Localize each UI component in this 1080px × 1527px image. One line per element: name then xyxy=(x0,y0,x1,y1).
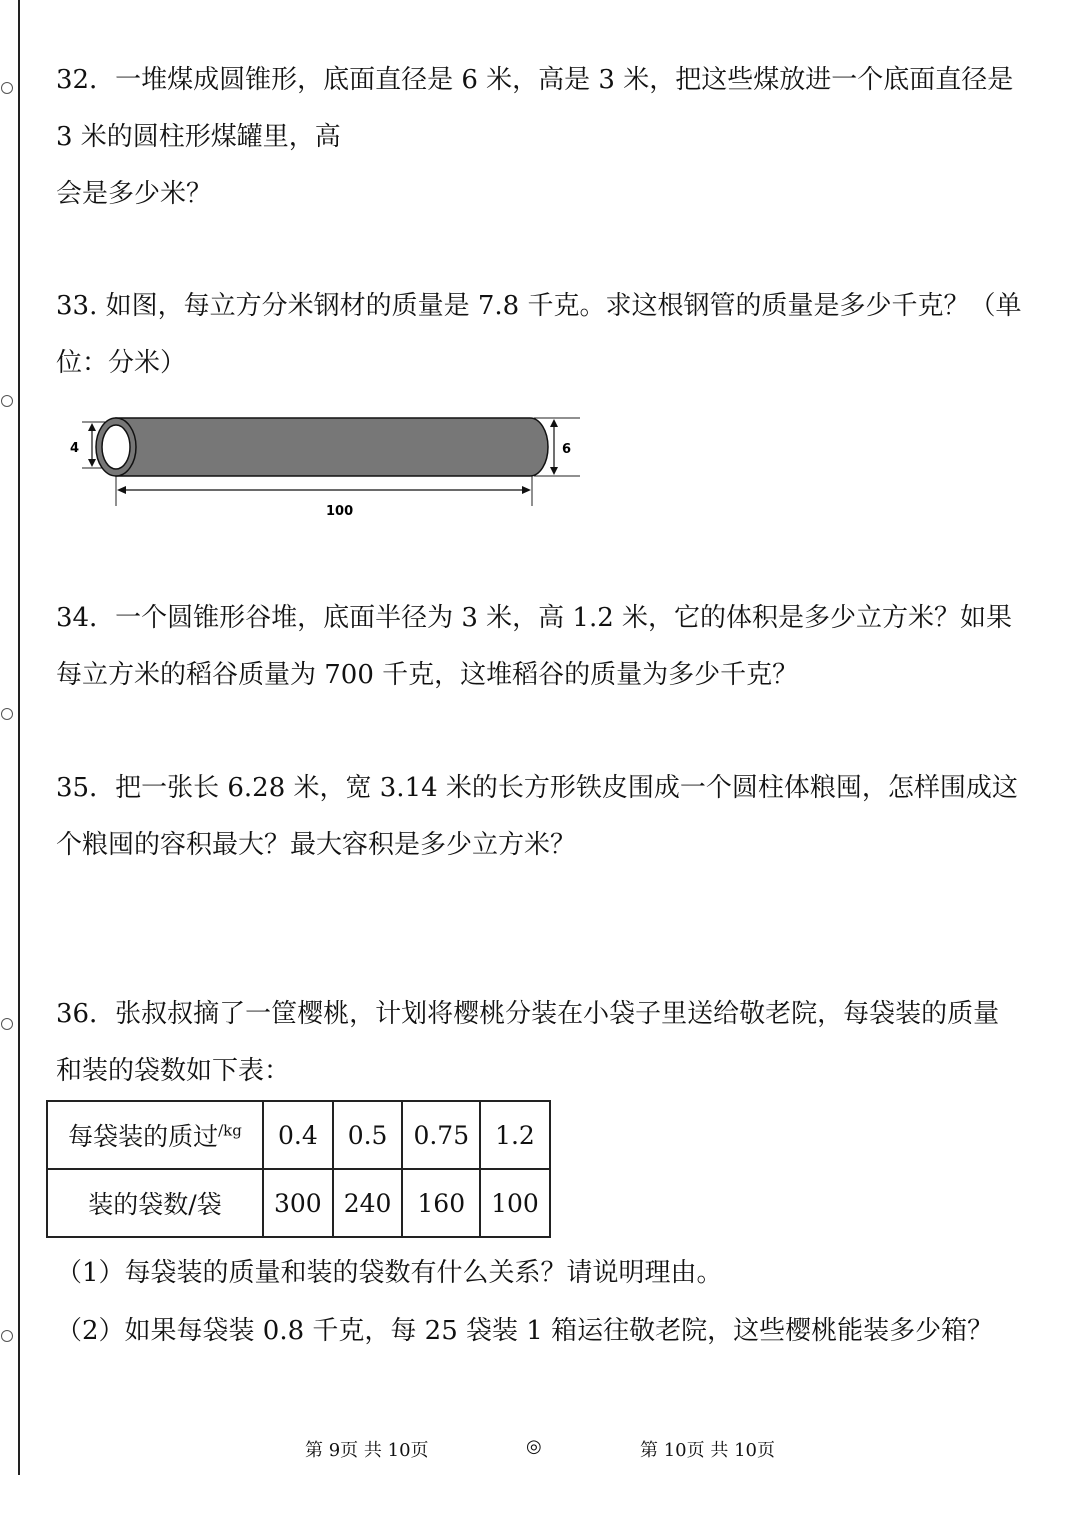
pipe-end-inner xyxy=(102,425,130,469)
question-36-line1: 36．张叔叔摘了一筐樱桃，计划将樱桃分装在小袋子里送给敬老院，每袋装的质量 xyxy=(56,999,1000,1029)
question-32-line2: 3 米的圆柱形煤罐里，高 xyxy=(56,122,341,152)
table-row xyxy=(47,1101,550,1169)
binding-marks xyxy=(0,0,18,1475)
table-cell: 100 xyxy=(480,1169,550,1237)
question-33-line1: 33. 如图，每立方分米钢材的质量是 7.8 千克。求这根钢管的质量是多少千克？（单 xyxy=(56,291,1022,321)
question-35-line1: 35．把一张长 6.28 米，宽 3.14 米的长方形铁皮围成一个圆柱体粮囤，怎样围成这 xyxy=(56,773,1018,803)
table-cell: 160 xyxy=(402,1169,480,1237)
steel-pipe-figure xyxy=(64,410,594,530)
cherry-table xyxy=(46,1100,551,1238)
question-36 xyxy=(56,986,1028,1100)
footer-page-right: 第 10页 共 10页 xyxy=(640,1440,775,1461)
length-label: 100 xyxy=(326,504,354,519)
question-36-sub1: （1）每袋装的质量和装的袋数有什么关系？请说明理由。 xyxy=(56,1258,723,1288)
binding-hole-icon xyxy=(1,1330,13,1342)
question-34 xyxy=(56,590,1028,704)
question-35 xyxy=(56,760,1028,874)
binding-line xyxy=(18,0,20,1475)
question-32 xyxy=(56,52,1028,223)
question-34-line1: 34．一个圆锥形谷堆，底面半径为 3 米，高 1.2 米，它的体积是多少立方米？如果 xyxy=(56,603,1013,633)
question-32-line1: 32．一堆煤成圆锥形，底面直径是 6 米，高是 3 米，把这些煤放进一个底面直径是 xyxy=(56,65,1014,95)
question-36-line2: 和装的袋数如下表： xyxy=(56,1056,291,1086)
table-row1-header xyxy=(47,1101,263,1169)
table-cell: 240 xyxy=(333,1169,403,1237)
table-cell: 0.5 xyxy=(333,1101,403,1169)
footer-divider-icon: ◎ xyxy=(526,1436,542,1457)
footer-page-left: 第 9页 共 10页 xyxy=(305,1440,429,1461)
binding-hole-icon xyxy=(1,708,13,720)
pipe-body xyxy=(116,418,548,476)
table-cell: 0.75 xyxy=(402,1101,480,1169)
table-cell: 1.2 xyxy=(480,1101,550,1169)
table-cell: 300 xyxy=(263,1169,333,1237)
question-35-line2: 个粮囤的容积最大？最大容积是多少立方米？ xyxy=(56,830,577,860)
table-row xyxy=(47,1169,550,1237)
outer-diameter-label: 6 xyxy=(562,442,572,457)
inner-diameter-label: 4 xyxy=(70,441,80,456)
binding-hole-icon xyxy=(1,1018,13,1030)
question-36-sub2: （2）如果每袋装 0.8 千克，每 25 袋装 1 箱运往敬老院，这些樱桃能装多少箱？ xyxy=(56,1316,994,1346)
binding-hole-icon xyxy=(1,395,13,407)
binding-hole-icon xyxy=(1,82,13,94)
question-34-line2: 每立方米的稻谷质量为 700 千克，这堆稻谷的质量为多少千克？ xyxy=(56,660,799,690)
question-33-line2: 位：分米） xyxy=(56,348,187,378)
table-cell: 0.4 xyxy=(263,1101,333,1169)
question-32-line3: 会是多少米？ xyxy=(56,179,213,209)
table-row2-header: 装的袋数/袋 xyxy=(47,1169,263,1237)
table-row1-header-text: 每袋装的质过 xyxy=(68,1122,219,1151)
table-row1-unit: /kg xyxy=(218,1121,242,1140)
question-33 xyxy=(56,278,1028,392)
